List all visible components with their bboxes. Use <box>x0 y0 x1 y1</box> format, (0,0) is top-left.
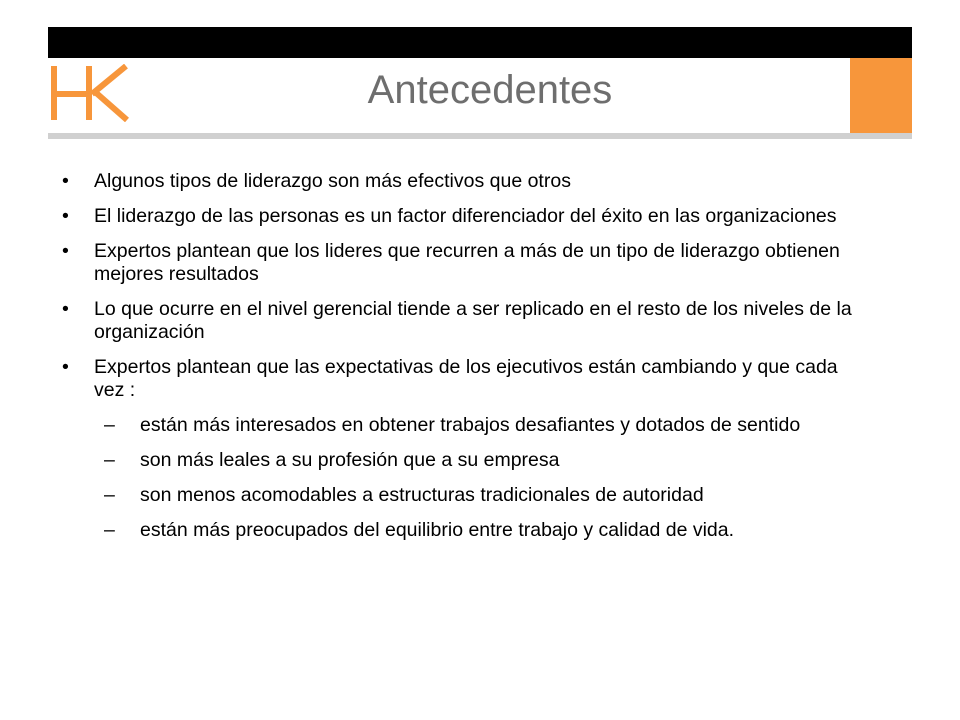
sub-bullet-marker: – <box>104 519 115 541</box>
bullet-item <box>62 240 862 286</box>
bullet-marker: • <box>62 170 69 192</box>
bullet-marker: • <box>62 298 69 320</box>
bullet-item <box>62 356 862 402</box>
slide-title: Antecedentes <box>367 68 613 112</box>
bullet-text: Expertos plantean que los lideres que recurren a más de un tipo de liderazgo obtienen mejores resultados <box>94 240 840 285</box>
bullet-text: Lo que ocurre en el nivel gerencial tiende a ser replicado en el resto de los niveles de la organización <box>94 298 852 343</box>
bullet-item <box>62 170 862 193</box>
sub-bullet-item <box>62 484 862 507</box>
bullet-marker: • <box>62 240 69 262</box>
hk-logo-icon <box>48 64 132 122</box>
sub-bullet-item <box>62 449 862 472</box>
sub-bullet-text: son más leales a su profesión que a su empresa <box>140 449 560 471</box>
accent-block <box>850 58 912 133</box>
slide-content <box>62 170 862 554</box>
sub-bullet-item <box>62 519 862 542</box>
bullet-text: Algunos tipos de liderazgo son más efectivos que otros <box>94 170 571 192</box>
bullet-marker: • <box>62 205 69 227</box>
bullet-item <box>62 298 862 344</box>
header-divider <box>48 133 912 139</box>
sub-bullet-text: están más preocupados del equilibrio entre trabajo y calidad de vida. <box>140 519 735 541</box>
bullet-text: Expertos plantean que las expectativas de los ejecutivos están cambiando y que cada vez : <box>94 356 838 401</box>
sub-bullet-marker: – <box>104 449 115 471</box>
header-bar <box>48 27 912 58</box>
bullet-item <box>62 205 862 228</box>
sub-bullet-marker: – <box>104 484 115 506</box>
bullet-text: El liderazgo de las personas es un factor diferenciador del éxito en las organizaciones <box>94 205 837 227</box>
sub-bullet-text: están más interesados en obtener trabajos desafiantes y dotados de sentido <box>140 414 801 436</box>
sub-bullet-text: son menos acomodables a estructuras tradicionales de autoridad <box>140 484 704 506</box>
bullet-marker: • <box>62 356 69 378</box>
sub-bullet-item <box>62 414 862 437</box>
sub-bullet-marker: – <box>104 414 115 436</box>
